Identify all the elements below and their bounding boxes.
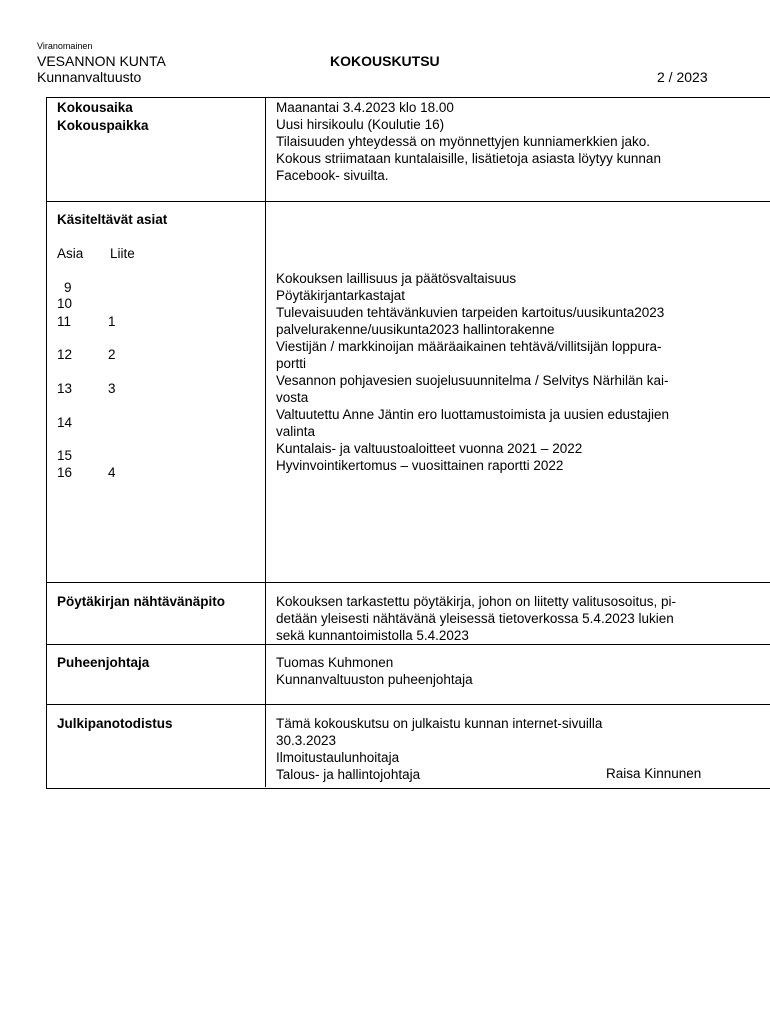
row-divider-chair — [46, 704, 770, 705]
minutes-label: Pöytäkirjan nähtävänäpito — [57, 594, 226, 609]
agenda-item-number: 10 — [57, 296, 73, 311]
agenda-item-title: Tulevaisuuden tehtävänkuvien tarpeiden kartoitus/uusikunta2023 — [276, 305, 665, 320]
agenda-item-title: portti — [276, 356, 307, 371]
agenda-attachment-number: 2 — [108, 347, 116, 362]
row-divider-agenda — [46, 582, 770, 583]
agenda-item-title: Viestijän / markkinoijan määräaikainen tehtävä/villitsijän loppura- — [276, 339, 662, 354]
organization-name: VESANNON KUNTA — [37, 53, 166, 69]
agenda-attachment-number: 4 — [108, 465, 116, 480]
agenda-item-title: Vesannon pohjavesien suojelusuunnitelma / Selvitys Närhilän kai- — [276, 373, 669, 388]
agenda-item-number: 12 — [57, 347, 73, 362]
document-number: 2 / 2023 — [657, 69, 708, 85]
agenda-label: Käsiteltävät asiat — [57, 212, 168, 227]
row-divider-place — [46, 201, 770, 202]
agenda-item-number: 14 — [57, 415, 73, 430]
chair-text: Tuomas Kuhmonen Kunnanvaltuuston puheenjohtaja — [276, 655, 473, 687]
meeting-place-value: Uusi hirsikoulu (Koulutie 16) Tilaisuuden yhteydessä on myönnettyjen kunniamerkkien jako. Kokous striimataan kuntalaisille, lisätietoja asiasta löytyy kunnan Facebook- sivuilta. — [276, 117, 661, 183]
agenda-items-text — [276, 270, 669, 474]
chair-label: Puheenjohtaja — [57, 655, 150, 670]
agenda-item-number: 15 — [57, 448, 73, 463]
agenda-item-number: 16 — [57, 465, 73, 480]
publication-label: Julkipanotodistus — [57, 716, 173, 731]
document-title: KOKOUSKUTSU — [330, 53, 440, 69]
meeting-time-label: Kokousaika — [57, 100, 133, 115]
agenda-attachment-number: 1 — [108, 314, 116, 329]
agenda-item-title: Valtuutettu Anne Jäntin ero luottamustoimista ja uusien edustajien — [276, 407, 669, 422]
agenda-item-title: valinta — [276, 424, 316, 439]
department-name: Kunnanvaltuusto — [37, 69, 142, 85]
agenda-item-number: 13 — [57, 381, 73, 396]
agenda-item-title: Pöytäkirjantarkastajat — [276, 288, 406, 303]
meeting-time-value: Maanantai 3.4.2023 klo 18.00 — [276, 100, 454, 115]
authority-label: Viranomainen — [37, 41, 93, 51]
agenda-item-number: 9 — [64, 280, 72, 295]
agenda-item-title: Kuntalais- ja valtuustoaloitteet vuonna 2021 – 2022 — [276, 441, 583, 456]
agenda-item-title: vosta — [276, 390, 309, 405]
agenda-col-item: Asia — [57, 246, 84, 261]
minutes-text: Kokouksen tarkastettu pöytäkirja, johon on liitetty valitusosoitus, pi- detään yleisesti nähtävänä yleisessä tietoverkossa 5.4.2023 lukien sekä kunnantoimistolla 5.4.2023 — [276, 594, 676, 643]
agenda-attachment-number: 3 — [108, 381, 116, 396]
agenda-item-title: Kokouksen laillisuus ja päätösvaltaisuus — [276, 271, 517, 286]
agenda-col-attachment: Liite — [110, 246, 135, 261]
row-divider-minutes — [46, 644, 770, 645]
agenda-item-title: Hyvinvointikertomus – vuosittainen raportti 2022 — [276, 458, 564, 473]
publication-text: Tämä kokouskutsu on julkaistu kunnan internet-sivuilla 30.3.2023 Ilmoitustaulunhoitaja Talous- ja hallintojohtaja — [276, 716, 603, 782]
meeting-place-label: Kokouspaikka — [57, 118, 149, 133]
agenda-item-title: palvelurakenne/uusikunta2023 hallintorakenne — [276, 322, 555, 337]
publication-signer: Raisa Kinnunen — [606, 766, 702, 781]
agenda-item-number: 11 — [57, 314, 72, 329]
